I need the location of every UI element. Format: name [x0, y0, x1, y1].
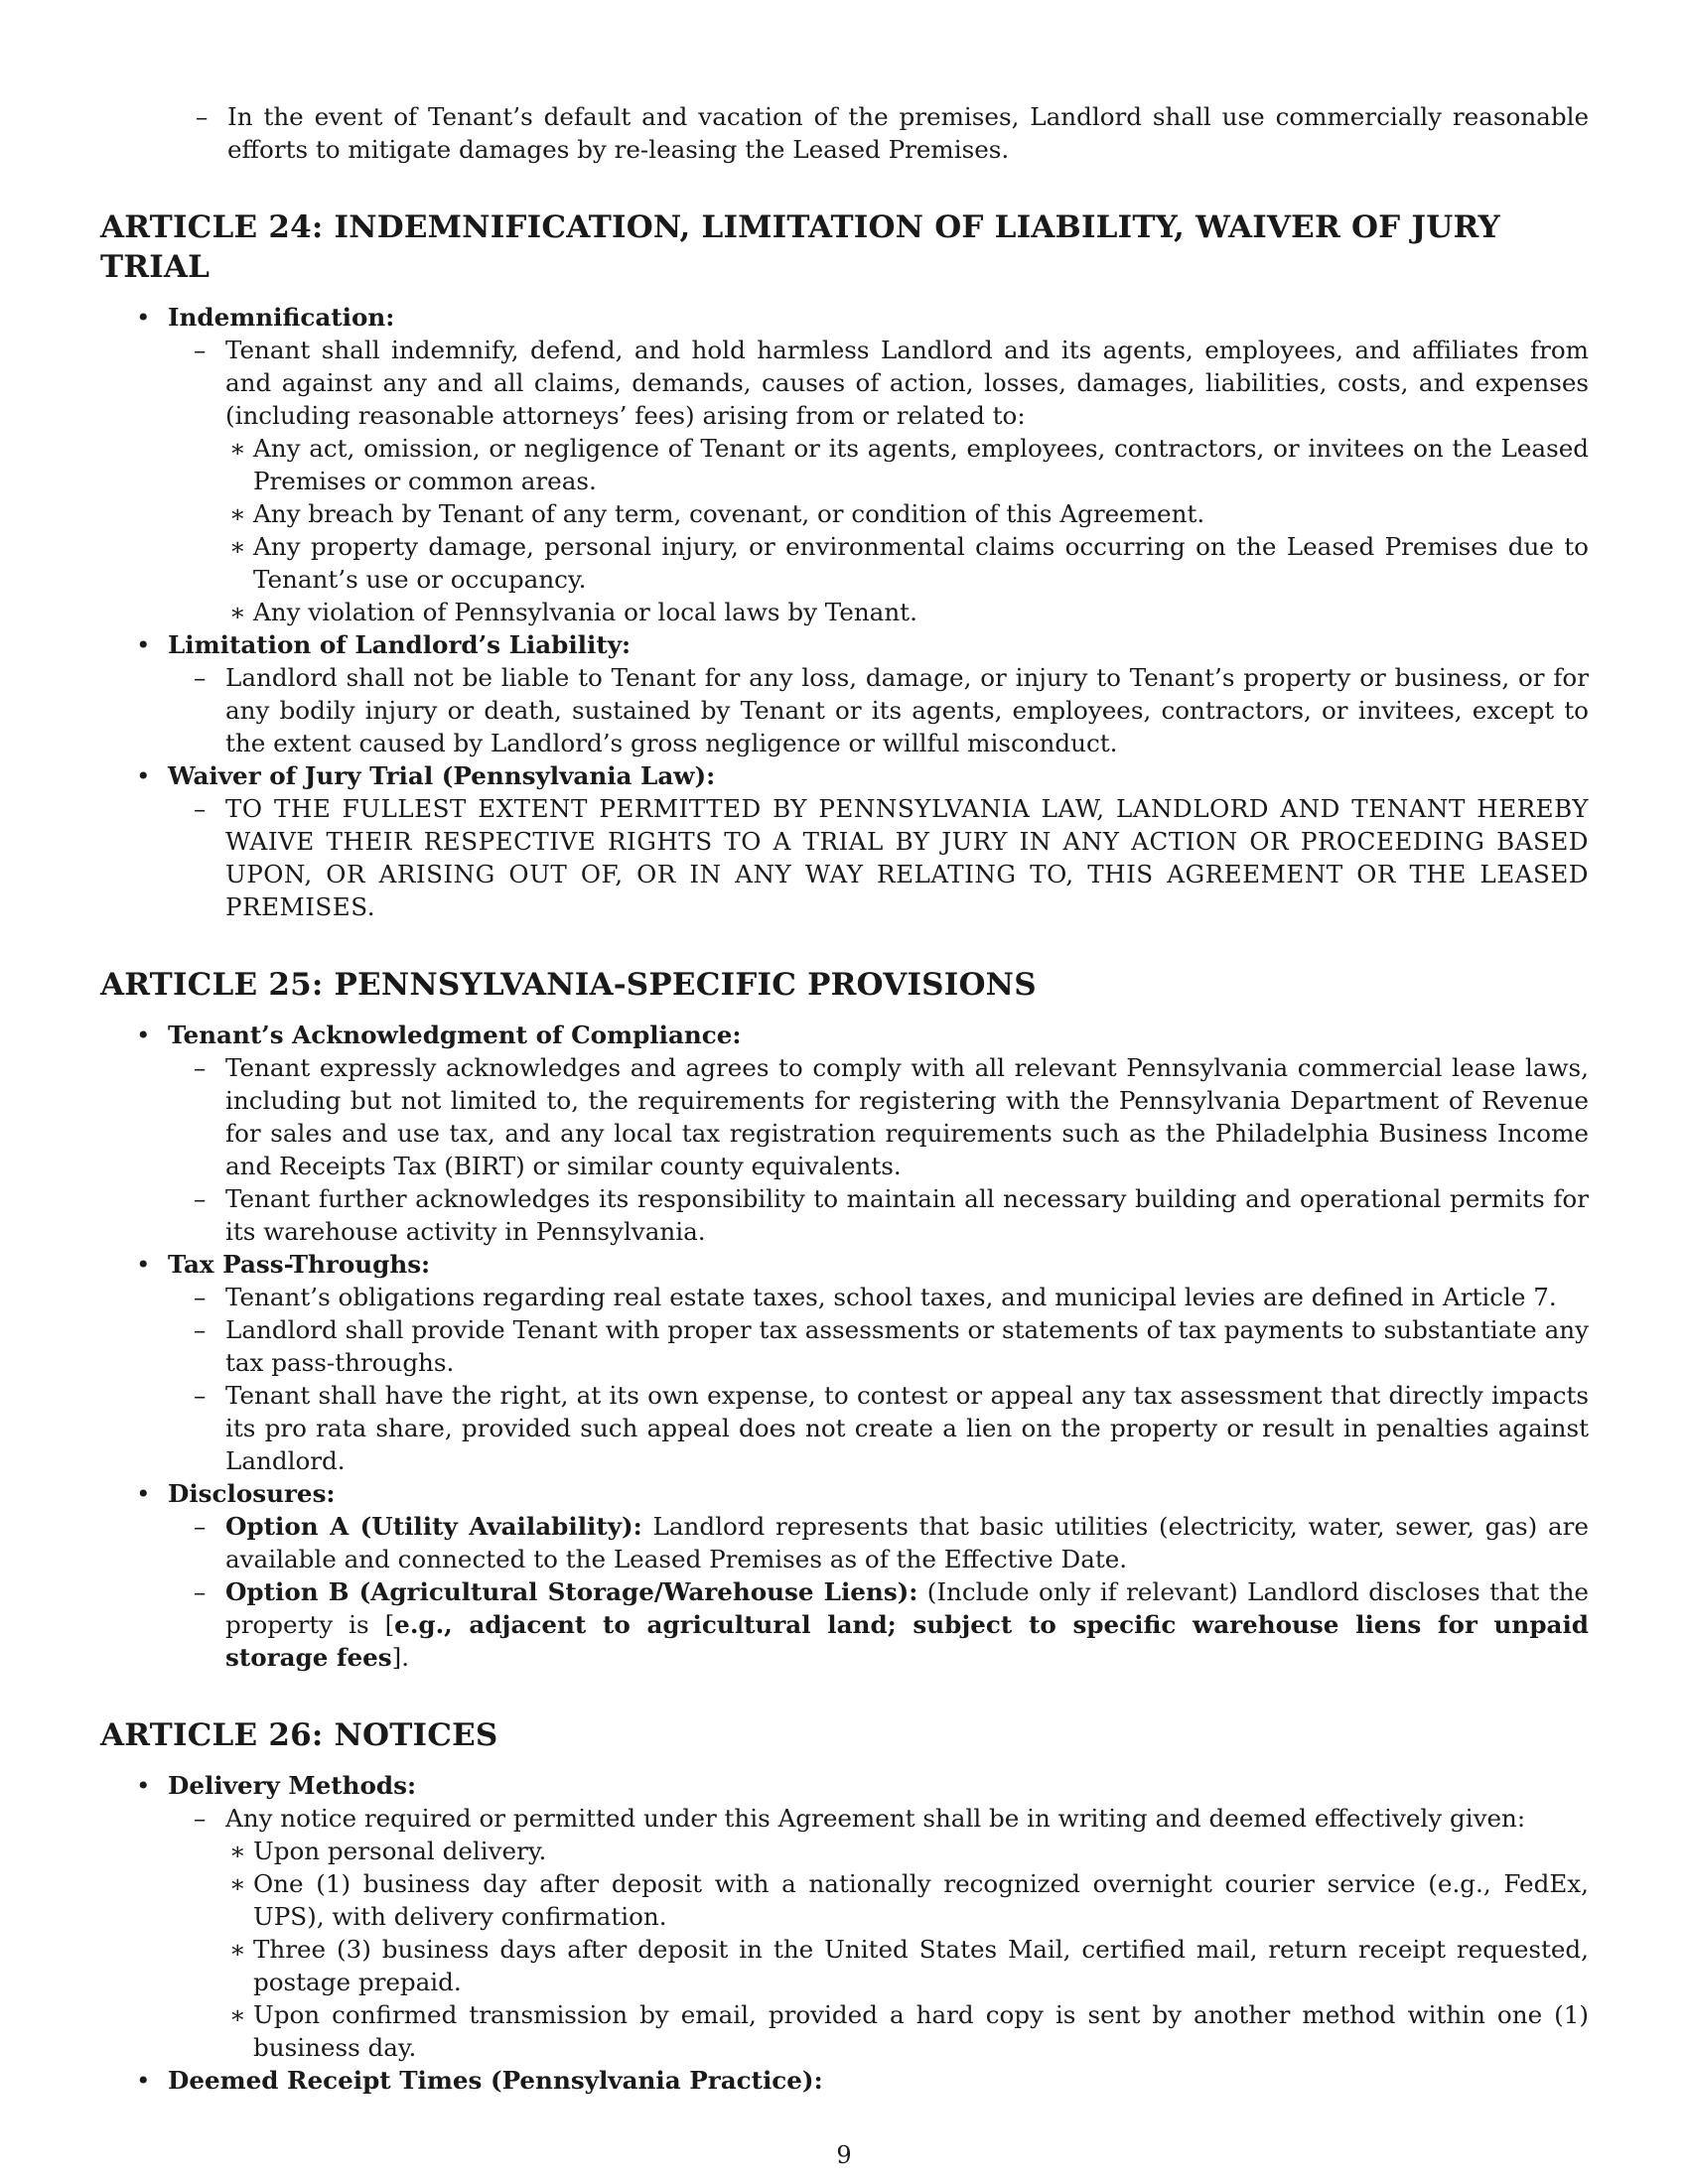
article-26-heading: ARTICLE 26: NOTICES	[100, 1717, 498, 1753]
list-item	[100, 759, 1589, 923]
continued-list	[100, 100, 1589, 166]
bullet-marker: •	[136, 761, 151, 790]
bullet-marker: •	[136, 630, 151, 659]
dash-marker: –	[196, 102, 209, 131]
dash-marker: –	[194, 336, 207, 364]
dash-marker: –	[194, 1184, 207, 1213]
dash-marker: –	[194, 1804, 207, 1833]
star-marker: ∗	[229, 532, 246, 561]
page-content	[100, 100, 1589, 2097]
list-item	[100, 301, 1589, 628]
bullet-marker: •	[136, 1479, 151, 1508]
section-label: Indemnification:	[168, 303, 395, 332]
page-number: 9	[836, 2141, 852, 2169]
option-b-placeholder: e.g., adjacent to agricultural land; subject to specific warehouse liens for unpaid storage fees	[225, 1610, 1589, 1672]
star-marker: ∗	[229, 1935, 246, 1964]
option-b-label: Option B (Agricultural Storage/Warehouse Liens):	[225, 1577, 918, 1606]
list-item	[100, 1477, 1589, 1674]
dash-marker: –	[194, 1577, 207, 1606]
list-item	[100, 1019, 1589, 1248]
list-item	[100, 1769, 1589, 2064]
bullet-marker: •	[136, 1021, 151, 1049]
dash-marker: –	[194, 1053, 207, 1082]
list-item: – Landlord shall not be liable to Tenant for any loss, damage, or injury to Tenant’s property or business, or for any bodily injury or death, sustained by Tenant or its agents, employees, contractors, or invitees, except to the extent caused by Landlord’s gross negligence or willful misconduct.	[194, 663, 1589, 757]
list-item	[100, 1248, 1589, 1477]
list-item	[100, 2064, 1589, 2097]
list-item: – Option A (Utility Availability): Landlord represents that basic utilities (electricity, water, sewer, gas) are available and connected to the Leased Premises as of the Effective Date.	[194, 1512, 1589, 1573]
list-item: – Landlord shall provide Tenant with proper tax assessments or statements of tax payments to substantiate any tax pass-throughs.	[194, 1315, 1589, 1377]
bullet-marker: •	[136, 1771, 151, 1800]
list-item: – Tenant shall indemnify, defend, and hold harmless Landlord and its agents, employees, and affiliates from and against any and all claims, demands, causes of action, losses, damages, liabilities, costs, and expenses (including reasonable attorneys’ fees) arising from or related to: ∗ Any act, omission, or negligence of Tenant or its agents, employees, contractors, or invitees on the Leased Premises or common areas. ∗ Any breach by Tenant of any term, covenant, or condition of this Agreement. ∗ Any property damage, personal injury, or environmental claims occurring on the Leased Premises due to Tenant’s use or occupancy. ∗ Any violation of Pennsylvania or local laws by Tenant.	[194, 336, 1589, 626]
star-marker: ∗	[229, 434, 246, 463]
list-item: ∗ Any property damage, personal injury, or environmental claims occurring on the Leased Premises due to Tenant’s use or occupancy.	[229, 532, 1589, 594]
bullet-marker: •	[136, 303, 151, 332]
list-item: – Tenant’s obligations regarding real estate taxes, school taxes, and municipal levies are defined in Article 7.	[194, 1283, 1557, 1311]
article-24-list	[100, 301, 1589, 923]
list-item: ∗ Any breach by Tenant of any term, covenant, or condition of this Agreement.	[229, 499, 1205, 528]
bullet-marker: •	[136, 1250, 151, 1279]
list-item: – TO THE FULLEST EXTENT PERMITTED BY PENNSYLVANIA LAW, LANDLORD AND TENANT HEREBY WAIVE THEIR RESPECTIVE RIGHTS TO A TRIAL BY JURY IN ANY ACTION OR PROCEEDING BASED UPON, OR ARISING OUT OF, OR IN ANY WAY RELATING TO, THIS AGREEMENT OR THE LEASED PREMISES.	[194, 794, 1589, 921]
list-item: – Option B (Agricultural Storage/Warehouse Liens): (Include only if relevant) Landlord discloses that the property is [e.g., adjacent to agricultural land; subject to specific warehouse liens for unpaid storage fees].	[194, 1577, 1589, 1672]
list-item: ∗ Upon confirmed transmission by email, provided a hard copy is sent by another method within one (1) business day.	[229, 2000, 1589, 2062]
article-25-list	[100, 1019, 1589, 1674]
list-item: ∗ Any act, omission, or negligence of Tenant or its agents, employees, contractors, or invitees on the Leased Premises or common areas.	[229, 434, 1589, 495]
list-item: ∗ Any violation of Pennsylvania or local laws by Tenant.	[229, 598, 917, 626]
list-item	[100, 628, 1589, 759]
list-item: ∗ Upon personal delivery.	[229, 1837, 547, 1865]
star-marker: ∗	[229, 598, 246, 626]
section-label: Tenant’s Acknowledgment of Compliance:	[168, 1021, 742, 1049]
star-marker: ∗	[229, 499, 246, 528]
dash-marker: –	[194, 1381, 207, 1410]
article-26-list	[100, 1769, 1589, 2097]
list-item: ∗ One (1) business day after deposit with a nationally recognized overnight courier service (e.g., FedEx, UPS), with delivery confirmation.	[229, 1869, 1589, 1931]
star-marker: ∗	[229, 2000, 246, 2029]
list-item: – Tenant expressly acknowledges and agrees to comply with all relevant Pennsylvania commercial lease laws, including but not limited to, the requirements for registering with the Pennsylvania Department of Revenue for sales and use tax, and any local tax registration requirements such as the Philadelphia Business Income and Receipts Tax (BIRT) or similar county equivalents.	[194, 1053, 1589, 1180]
section-label: Deemed Receipt Times (Pennsylvania Practice):	[168, 2066, 823, 2095]
list-item: ∗ Three (3) business days after deposit in the United States Mail, certified mail, return receipt requested, postage prepaid.	[229, 1935, 1589, 1996]
section-label: Delivery Methods:	[168, 1771, 417, 1800]
dash-marker: –	[194, 1283, 207, 1311]
list-item: – Any notice required or permitted under this Agreement shall be in writing and deemed effectively given: ∗ Upon personal delivery. ∗ One (1) business day after deposit with a nationally recognized overnight courier service (e.g., FedEx, UPS), with delivery confirmation. ∗ Three (3) business days after deposit in the United States Mail, certified mail, return receipt requested, postage prepaid. ∗ Upon confirmed transmission by email, provided a hard copy is sent by another method within one (1) business day.	[194, 1804, 1589, 2062]
section-label: Tax Pass-Throughs:	[168, 1250, 431, 1279]
dash-marker: –	[194, 1512, 207, 1541]
star-marker: ∗	[229, 1837, 246, 1865]
star-marker: ∗	[229, 1869, 246, 1898]
list-item: – Tenant shall have the right, at its own expense, to contest or appeal any tax assessment that directly impacts its pro rata share, provided such appeal does not create a lien on the property or result in penalties against Landlord.	[194, 1381, 1589, 1475]
dash-marker: –	[194, 794, 207, 823]
dash-marker: –	[194, 663, 207, 692]
option-a-label: Option A (Utility Availability):	[225, 1512, 642, 1541]
section-label: Waiver of Jury Trial (Pennsylvania Law):	[168, 761, 716, 790]
list-item: – Tenant further acknowledges its responsibility to maintain all necessary building and operational permits for its warehouse activity in Pennsylvania.	[194, 1184, 1589, 1246]
article-24-heading: ARTICLE 24: INDEMNIFICATION, LIMITATION OF LIABILITY, WAIVER OF JURY TRIAL	[100, 209, 1500, 285]
bullet-marker: •	[136, 2066, 151, 2095]
dash-marker: –	[194, 1315, 207, 1344]
section-label: Limitation of Landlord’s Liability:	[168, 630, 632, 659]
list-item: – In the event of Tenant’s default and vacation of the premises, Landlord shall use commercially reasonable efforts to mitigate damages by re-leasing the Leased Premises.	[196, 102, 1589, 164]
section-label: Disclosures:	[168, 1479, 336, 1508]
article-25-heading: ARTICLE 25: PENNSYLVANIA-SPECIFIC PROVISIONS	[100, 967, 1037, 1003]
